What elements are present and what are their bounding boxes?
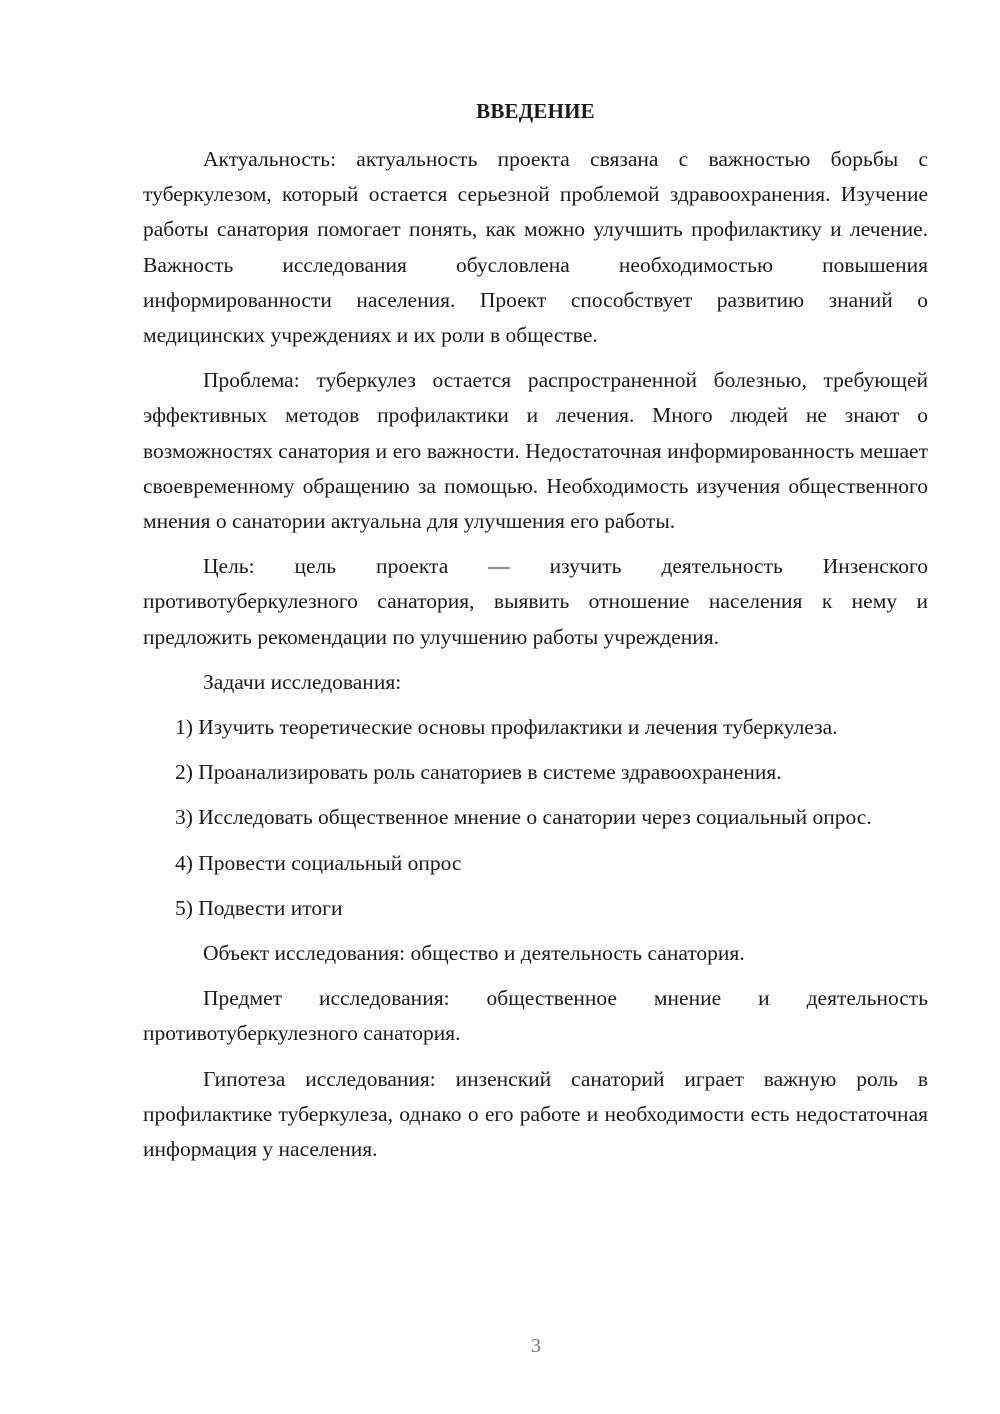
subject-paragraph: Предмет исследования: общественное мнение и деятельность противотуберкулезного санатория. bbox=[143, 986, 928, 1046]
task-item-5: 5) Подвести итоги bbox=[175, 895, 343, 920]
problem-paragraph: Проблема: туберкулез остается распространенной болезнью, требующей эффективных методов профилактики и лечения. Много людей не знают о возможностях санатория и его важности. Недостаточная информированность мешает своевременному обращению за помощью. Необходимость изучения общественного мнения о санатории актуальна для улучшения его работы. bbox=[143, 368, 928, 534]
tasks-heading: Задачи исследования: bbox=[203, 669, 402, 694]
object-paragraph: Объект исследования: общество и деятельность санатория. bbox=[203, 941, 745, 966]
hypothesis-paragraph: Гипотеза исследования: инзенский санаторий играет важную роль в профилактике туберкулеза, однако о его работе и необходимости есть недостаточная информация у населения. bbox=[143, 1066, 928, 1162]
page-number: 3 bbox=[531, 1335, 541, 1357]
task-item-4: 4) Провести социальный опрос bbox=[175, 850, 462, 875]
task-item-2: 2) Проанализировать роль санаториев в системе здравоохранения. bbox=[175, 760, 782, 785]
task-item-1: 1) Изучить теоретические основы профилактики и лечения туберкулеза. bbox=[175, 715, 838, 740]
task-item-3: 3) Исследовать общественное мнение о санатории через социальный опрос. bbox=[175, 805, 872, 830]
relevance-paragraph: Актуальность: актуальность проекта связана с важностью борьбы с туберкулезом, который остается серьезной проблемой здравоохранения. Изучение работы санатория помогает понять, как можно улучшить профилактику и лечение. Важность исследования обусловлена необходимостью повышения информированности населения. Проект способствует развитию знаний о медицинских учреждениях и их роли в обществе. bbox=[143, 147, 928, 348]
section-heading: ВВЕДЕНИЕ bbox=[476, 99, 595, 123]
goal-paragraph: Цель: цель проекта — изучить деятельность Инзенского противотуберкулезного санатория, выявить отношение населения к нему и предложить рекомендации по улучшению работы учреждения. bbox=[143, 554, 928, 649]
document-body bbox=[143, 142, 928, 1177]
